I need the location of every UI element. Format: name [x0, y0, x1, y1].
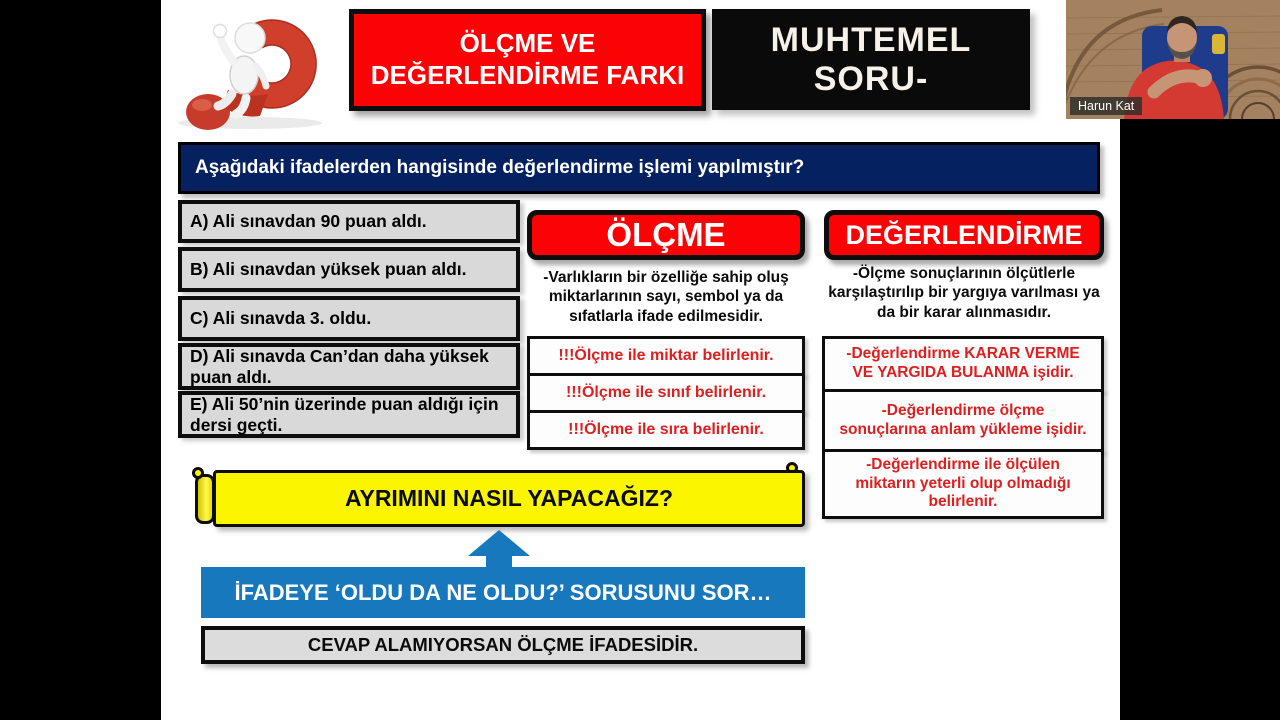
tip-blue-box: İFADEYE ‘OLDU DA NE OLDU?’ SORUSUNU SOR…: [201, 567, 805, 618]
olcme-note-2: !!!Ölçme ile sınıf belirlenir.: [527, 373, 805, 413]
webcam-video[interactable]: [1066, 0, 1280, 119]
lesson-title-line1: ÖLÇME VE: [459, 28, 596, 59]
option-d: D) Ali sınavda Can’dan daha yüksek puan aldı.: [178, 343, 520, 390]
degerlendirme-note-3: -Değerlendirme ile ölçülen miktarın yeterli olup olmadığı belirlenir.: [822, 449, 1104, 519]
result-gray-box: CEVAP ALAMIYORSAN ÖLÇME İFADESİDİR.: [201, 626, 805, 664]
olcme-definition: -Varlıkların bir özelliğe sahip oluş miktarlarının sayı, sembol ya da sıfatlarla ifade edilmesidir.: [543, 269, 789, 325]
option-a: A) Ali sınavdan 90 puan aldı.: [178, 200, 520, 243]
up-arrow-icon: [468, 530, 530, 568]
lesson-title-box: [349, 9, 706, 111]
degerlendirme-header: DEĞERLENDİRME: [824, 210, 1104, 260]
option-c: C) Ali sınavda 3. oldu.: [178, 296, 520, 341]
scroll-curl-left: [195, 474, 215, 524]
degerlendirme-note-2: -Değerlendirme ölçme sonuçlarına anlam yükleme işidir.: [822, 389, 1104, 452]
scroll-banner: AYRIMINI NASIL YAPACAĞIZ?: [213, 470, 805, 527]
option-e: E) Ali 50’nin üzerinde puan aldığı için dersi geçti.: [178, 391, 520, 438]
olcme-note-3: !!!Ölçme ile sıra belirlenir.: [527, 410, 805, 450]
scroll-knob-left: [192, 467, 204, 479]
question-prompt-bar: Aşağıdaki ifadelerden hangisinde değerlendirme işlemi yapılmıştır?: [178, 142, 1100, 194]
degerlendirme-note-1: -Değerlendirme KARAR VERME VE YARGIDA BULANMA işidir.: [822, 336, 1104, 392]
question-mark-graphic: [170, 2, 332, 130]
degerlendirme-definition: -Ölçme sonuçlarının ölçütlerle karşılaştırılıp bir yargıya varılması ya da bir karar alınmasıdır.: [828, 265, 1100, 321]
question-mark-icon: [170, 2, 332, 130]
section-banner: MUHTEMEL SORU-: [712, 9, 1030, 110]
lesson-title-line2: DEĞERLENDİRME FARKI: [370, 60, 685, 90]
speaker-name-label: Harun Kat: [1070, 97, 1142, 115]
olcme-note-1: !!!Ölçme ile miktar belirlenir.: [527, 336, 805, 376]
olcme-header: ÖLÇME: [527, 210, 805, 260]
option-b: B) Ali sınavdan yüksek puan aldı.: [178, 247, 520, 292]
